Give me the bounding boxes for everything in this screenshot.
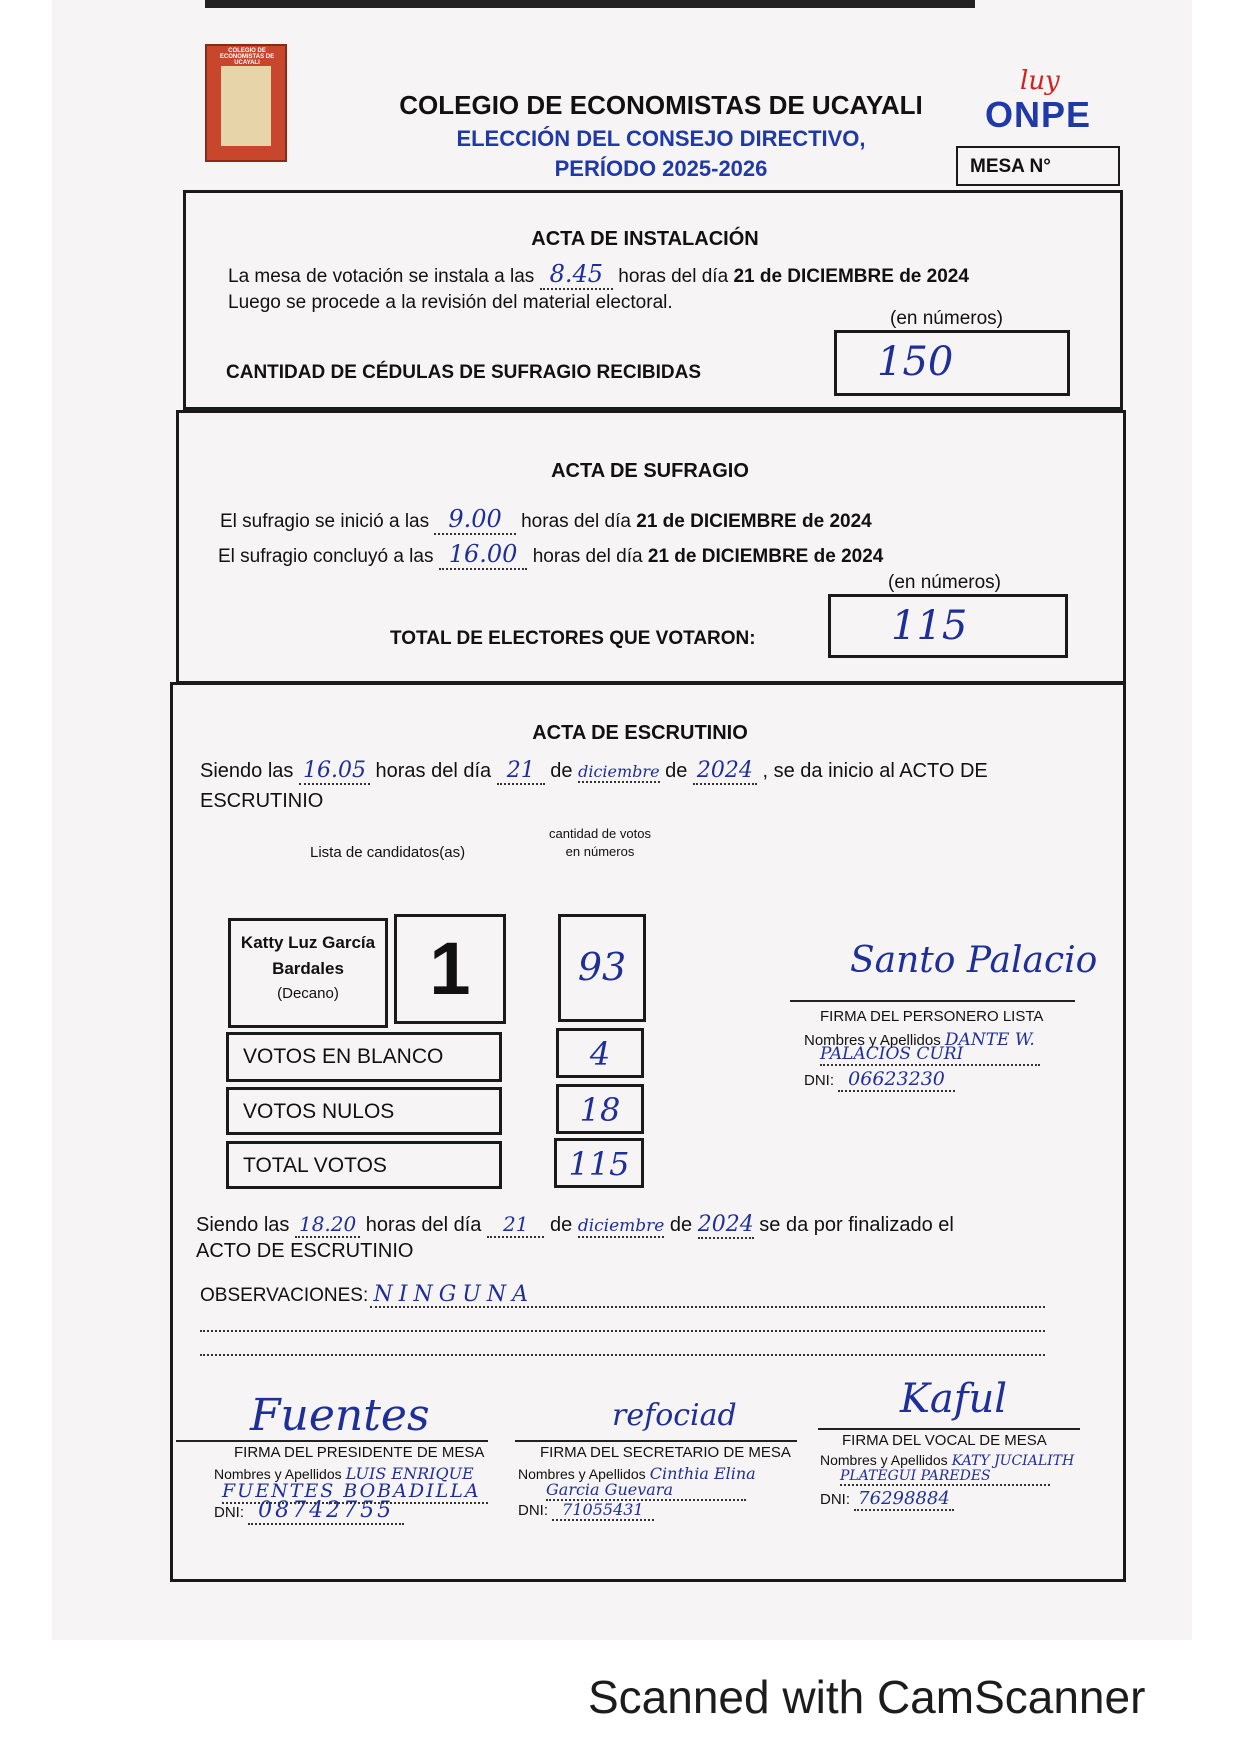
- instalacion-line1: [228, 260, 1108, 288]
- presidente-name1: LUIS ENRIQUE: [345, 1464, 474, 1483]
- camscanner-footer: Scanned with CamScanner: [588, 1671, 1146, 1723]
- onpe-logo: ONPE: [985, 94, 1092, 135]
- null-votes-label: VOTOS NULOS: [243, 1100, 395, 1123]
- personero-title: FIRMA DEL PERSONERO LISTA: [820, 1008, 1044, 1025]
- escrutinio-de-1: de: [550, 760, 573, 782]
- total-votes-label: TOTAL VOTOS: [243, 1154, 387, 1177]
- presidente-sign-line: [176, 1440, 488, 1442]
- escrutinio-end-post: se da por finalizado el: [759, 1214, 954, 1236]
- blank-votes-value: 4: [589, 1035, 611, 1073]
- sufragio-title: ACTA DE SUFRAGIO: [551, 460, 749, 482]
- escrutinio-end-year: 2024: [697, 1212, 754, 1237]
- presidente-dni-row: [214, 1498, 474, 1523]
- secretario-title: FIRMA DEL SECRETARIO DE MESA: [540, 1444, 791, 1461]
- college-title: COLEGIO DE ECONOMISTAS DE UCAYALI: [399, 90, 923, 120]
- sufragio-concluyo-time: 16.00: [439, 540, 528, 570]
- instalacion-pre: La mesa de votación se instala a las: [228, 266, 535, 287]
- cedulas-box: [834, 330, 1070, 396]
- escrutinio-start-time: 16.05: [299, 758, 370, 785]
- observaciones-label: OBSERVACIONES:: [200, 1285, 369, 1306]
- observaciones-line-1: [370, 1306, 1045, 1308]
- blank-votes-label: VOTOS EN BLANCO: [243, 1045, 444, 1068]
- sufragio-horas-2: horas del día: [532, 546, 643, 567]
- candidate-votes: 93: [577, 945, 627, 989]
- vocal-sign-line: [818, 1428, 1080, 1430]
- escrutinio-day: 21: [497, 758, 545, 785]
- presidente-dni-label: DNI:: [214, 1504, 244, 1521]
- escrutinio-end-horas: horas del día: [365, 1214, 482, 1236]
- escrutinio-siendo: Siendo las: [200, 760, 294, 782]
- candidate-votes-box: [558, 914, 646, 1022]
- scan-edge: [205, 0, 975, 8]
- personero-signature: Santo Palacio: [850, 940, 1098, 981]
- observaciones-line-2: [200, 1330, 1045, 1332]
- presidente-name2: FUENTES BOBADILLA: [222, 1480, 488, 1504]
- escrutinio-end-month: diciembre: [577, 1216, 665, 1236]
- escrutinio-end-day: 21: [487, 1212, 544, 1238]
- null-votes-value: 18: [579, 1091, 621, 1129]
- personero-name2: PALACIOS CURI: [820, 1044, 1040, 1066]
- sufragio-concluyo-pre: El sufragio concluyó a las: [218, 546, 434, 567]
- vocal-names: [820, 1452, 1120, 1469]
- col-votes-header-2: en números: [565, 844, 635, 859]
- total-votes-value: 115: [568, 1145, 630, 1183]
- secretario-sign-line: [515, 1440, 797, 1442]
- null-votes-box: [226, 1087, 502, 1135]
- escrutinio-end-de-2: de: [669, 1214, 693, 1236]
- candidate-number: 1: [429, 927, 471, 1010]
- null-votes-value-box: [556, 1084, 644, 1134]
- sufragio-total-box: [828, 594, 1068, 658]
- observaciones-value: NINGUNA: [373, 1282, 534, 1307]
- escrutinio-end-siendo: Siendo las: [196, 1214, 290, 1236]
- escrutinio-start-post: , se da inicio al ACTO DE: [762, 760, 988, 782]
- escrutinio-horas: horas del día: [375, 760, 492, 782]
- secretario-dni-label: DNI:: [518, 1502, 548, 1519]
- col-candidates-header: Lista de candidatos(as): [310, 844, 466, 861]
- vocal-name1: KATY JUCIALITH: [951, 1453, 1075, 1469]
- blank-votes-value-box: [556, 1028, 644, 1078]
- sufragio-en-numeros: (en números): [888, 572, 1001, 593]
- sufragio-date-2: 21 de DICIEMBRE de 2024: [647, 546, 884, 567]
- secretario-name1: Cinthia Elina: [649, 1464, 756, 1483]
- escrutinio-month: diciembre: [578, 762, 660, 781]
- blank-votes-box: [226, 1032, 502, 1082]
- sufragio-horas-1: horas del día: [521, 511, 631, 532]
- escrutinio-start-post2: ESCRUTINIO: [200, 790, 324, 812]
- election-period: PERÍODO 2025-2026: [554, 156, 768, 181]
- sufragio-inicio-pre: El sufragio se inició a las: [220, 511, 430, 532]
- instalacion-date: 21 de DICIEMBRE de 2024: [733, 266, 969, 287]
- vocal-nombres-label: Nombres y Apellidos: [820, 1452, 948, 1468]
- presidente-nombres-label: Nombres y Apellidos: [214, 1466, 342, 1482]
- personero-dni-row: [804, 1068, 1044, 1090]
- sufragio-total-label: TOTAL DE ELECTORES QUE VOTARON:: [390, 628, 756, 649]
- observaciones-line-3: [200, 1354, 1045, 1356]
- personero-sign-line: [790, 1000, 1075, 1002]
- college-logo: [205, 44, 287, 162]
- mesa-label: MESA N°: [970, 156, 1051, 177]
- sufragio-inicio-time: 9.00: [434, 505, 515, 535]
- cedulas-value: 150: [877, 339, 954, 385]
- secretario-nombres-label: Nombres y Apellidos: [518, 1466, 646, 1482]
- instalacion-post: horas del día: [618, 266, 729, 287]
- sufragio-concluyo-line: [218, 540, 1018, 568]
- personero-nombres-label: Nombres y Apellidos: [804, 1032, 941, 1049]
- secretario-dni: 71055431: [552, 1500, 653, 1521]
- secretario-name2: Garcia Guevara: [546, 1480, 746, 1501]
- cedulas-label: CANTIDAD DE CÉDULAS DE SUFRAGIO RECIBIDAS: [226, 362, 702, 383]
- sufragio-total-value: 115: [891, 603, 968, 649]
- candidate-name-2: Bardales: [272, 959, 344, 978]
- secretario-signature: refociad: [612, 1398, 737, 1433]
- presidente-dni: 08742755: [248, 1498, 404, 1525]
- total-votes-box: [226, 1141, 502, 1189]
- escrutinio-year: 2024: [693, 758, 757, 785]
- vocal-dni-row: [820, 1488, 1060, 1509]
- escrutinio-end-time: 18.20: [295, 1212, 360, 1238]
- observaciones-row: [200, 1282, 1045, 1307]
- col-votes-header-1: cantidad de votos: [549, 826, 651, 841]
- escrutinio-title: ACTA DE ESCRUTINIO: [532, 722, 748, 744]
- mesa-number-box: [956, 146, 1120, 186]
- election-subtitle: ELECCIÓN DEL CONSEJO DIRECTIVO,: [456, 126, 866, 151]
- candidate-number-box: [394, 914, 506, 1024]
- personero-name1: DANTE W.: [944, 1030, 1035, 1050]
- total-votes-value-box: [554, 1138, 644, 1188]
- sufragio-date-1: 21 de DICIEMBRE de 2024: [636, 511, 872, 532]
- escrutinio-start-line: [200, 758, 1100, 783]
- instalacion-time: 8.45: [540, 260, 613, 290]
- vocal-signature: Kaful: [900, 1376, 1008, 1422]
- presidente-title: FIRMA DEL PRESIDENTE DE MESA: [234, 1444, 485, 1461]
- logo-emblem: [221, 66, 271, 146]
- vocal-dni: 76298884: [854, 1488, 954, 1511]
- escrutinio-de-2: de: [665, 760, 688, 782]
- sufragio-inicio-line: [220, 505, 1020, 533]
- onpe-mark-icon: luy: [1020, 66, 1060, 96]
- personero-dni-label: DNI:: [804, 1072, 834, 1089]
- candidate-name-box: [228, 918, 388, 1028]
- instalacion-title: ACTA DE INSTALACIÓN: [531, 228, 759, 250]
- vocal-title: FIRMA DEL VOCAL DE MESA: [842, 1432, 1047, 1449]
- candidate-name-1: Katty Luz García: [240, 933, 376, 952]
- escrutinio-end-line: [196, 1212, 1116, 1237]
- escrutinio-end-post2: ACTO DE ESCRUTINIO: [196, 1240, 414, 1262]
- vocal-name2: PLATEGUI PAREDES: [840, 1468, 1050, 1486]
- logo-text: COLEGIO DE ECONOMISTAS DE UCAYALI: [219, 48, 275, 66]
- personero-dni: 06623230: [838, 1068, 955, 1092]
- instalacion-line2: Luego se procede a la revisión del material electoral.: [228, 292, 673, 313]
- candidate-role: (Decano): [277, 985, 339, 1002]
- escrutinio-end-de-1: de: [550, 1214, 573, 1236]
- vocal-dni-label: DNI:: [820, 1491, 850, 1508]
- presidente-signature: Fuentes: [250, 1390, 430, 1441]
- secretario-dni-row: [518, 1500, 758, 1519]
- instalacion-en-numeros: (en números): [890, 308, 1003, 329]
